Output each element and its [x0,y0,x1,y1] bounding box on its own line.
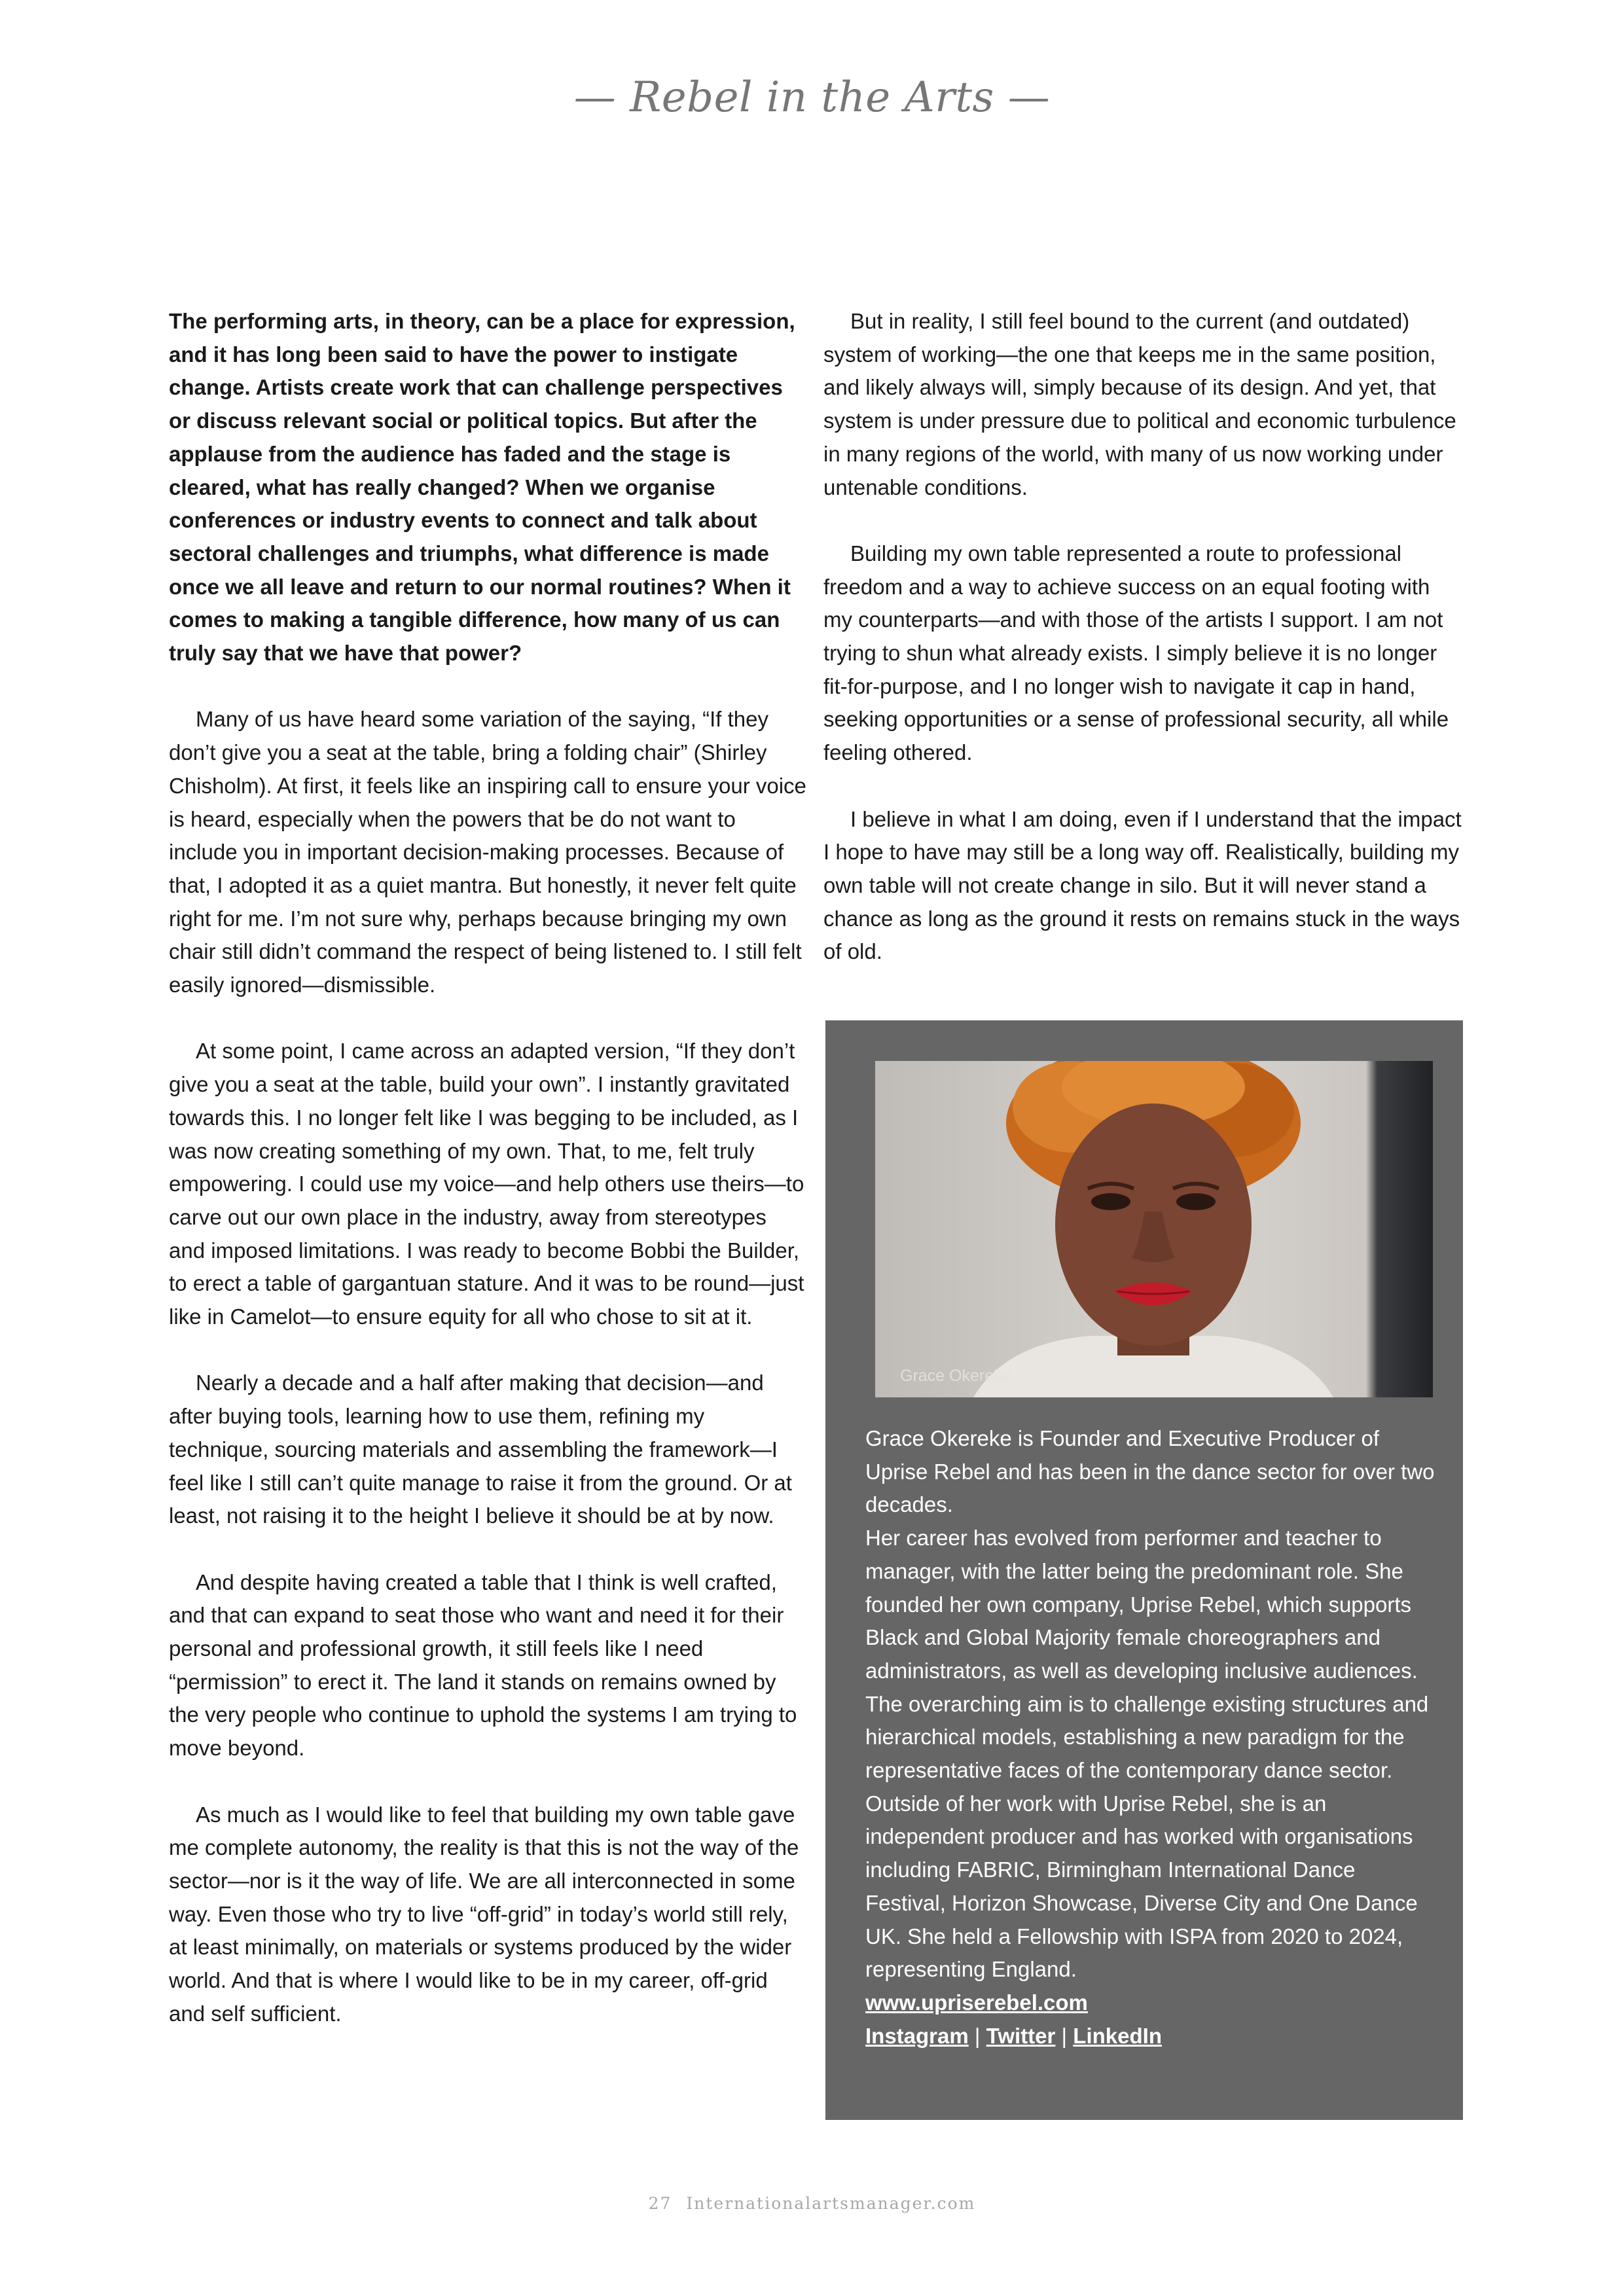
page-footer [0,2194,1624,2213]
website-link[interactable]: www.upriserebel.com [865,1990,1088,2015]
article-right-column [823,305,1462,969]
author-photo [875,1061,1433,1397]
portrait-illustration [875,1061,1433,1397]
link-separator: | [974,2023,981,2048]
article-paragraph: As much as I would like to feel that building my own table gave me complete autonomy, the reality is that this is not the way of the sector—nor is it the way of life. We are all interconnected in some way. Even those who try to live “off-grid” in today’s world still rely, at least minimally, on materials or systems produced by the wider world. And that is where I would like to be in my career, off-grid and self sufficient. [169,1802,799,2026]
twitter-link[interactable]: Twitter [986,2023,1056,2048]
article-paragraph: And despite having created a table that I think is well crafted, and that can expand to seat those who want and need it for their personal and professional growth, it still feels like I need “permission” to erect it. The land it stands on remains owned by the very people who continue to uphold the systems I am trying to move beyond. [169,1570,797,1761]
photo-caption: Grace Okereke [900,1367,1011,1385]
bio-social-links [865,2020,1441,2053]
bio-body: Her career has evolved from performer and teacher to manager, with the latter being the predominant role. She founded her own company, Uprise Rebel, which supports Black and Global Majority female choreographers and administrators, as well as developing inclusive audiences. The overarching aim is to challenge existing structures and hierarchical models, establishing a new paradigm for the representative faces of the contemporary dance sector. Outside of her work with Uprise Rebel, she is an independent producer and has worked with organisations including FABRIC, Birmingham International Dance Festival, Horizon Showcase, Diverse City and One Dance UK. She held a Fellowship with ISPA from 2020 to 2024, representing England. [865,1526,1429,1982]
author-bio-text [865,1422,1441,2053]
author-bio-box [825,1020,1463,2120]
article-paragraph: At some point, I came across an adapted version, “If they don’t give you a seat at the table, build your own”. I instantly gravitated towards this. I no longer felt like I was begging to be included, as I was now creating something of my own. That, to me, felt truly empowering. I could use my voice—and help others use theirs—to carve out our own place in the industry, away from stereotypes and imposed limitations. I was ready to become Bobbi the Builder, to erect a table of gargantuan stature. And it was to be round—just like in Camelot—to ensure equity for all who chose to sit at it. [169,1039,804,1329]
bio-intro: Grace Okereke is Founder and Executive Producer of Uprise Rebel and has been in the dance sector for over two decades. [865,1426,1435,1517]
article-paragraph: But in reality, I still feel bound to the current (and outdated) system of working—the one that keeps me in the same position, and likely always will, simply because of its design. And yet, that system is under pressure due to political and economic turbulence in many regions of the world, with many of us now working under untenable conditions. [823,309,1456,499]
article-paragraph: Many of us have heard some variation of the saying, “If they don’t give you a seat at the table, bring a folding chair” (Shirley Chisholm). At first, it feels like an inspiring call to ensure your voice is heard, especially when the powers that be do not want to include you in important decision-making processes. Because of that, I adopted it as a quiet mantra. But honestly, it never felt quite right for me. I’m not sure why, perhaps because bringing my own chair still didn’t command the respect of being listened to. I still felt easily ignored—dismissible. [169,707,806,997]
page-number: 27 [648,2194,672,2213]
bio-website-line [865,1986,1441,2020]
article-left-column [169,305,807,2030]
article-paragraph: Nearly a decade and a half after making that decision—and after buying tools, learning how to use them, refining my technique, sourcing materials and assembling the framework—I feel like I still can’t quite manage to raise it from the ground. Or at least, not raising it to the height I believe it should be at by now. [169,1371,792,1528]
footer-site-name: Internationalartsmanager.com [686,2194,976,2213]
linkedin-link[interactable]: LinkedIn [1073,2023,1162,2048]
article-lead-paragraph: The performing arts, in theory, can be a place for expression, and it has long been said to have the power to instigate change. Artists create work that can challenge perspectives or discuss relevant social or political topics. But after the applause from the audience has faded and the stage is cleared, what has really changed? When we organise conferences or industry events to connect and talk about sectoral challenges and triumphs, what difference is made once we all leave and return to our normal routines? When it comes to making a tangible difference, how many of us can truly say that we have that power? [169,309,795,666]
article-paragraph: I believe in what I am doing, even if I understand that the impact I hope to have may still be a long way off. Realistically, building my own table will not create change in silo. But it will never stand a chance as long as the ground it rests on remains stuck in the ways of old. [823,806,1462,964]
article-paragraph: Building my own table represented a route to professional freedom and a way to achieve success on an equal footing with my counterparts—and with those of the artists I support. I am not trying to shun what already exists. I simply believe it is no longer fit-for-purpose, and I no longer wish to navigate it cap in hand, seeking opportunities or a sense of professional security, all while feeling othered. [823,541,1449,765]
link-separator: | [1061,2023,1068,2048]
section-title: — Rebel in the Arts — [573,73,1051,122]
instagram-link[interactable]: Instagram [865,2023,969,2048]
